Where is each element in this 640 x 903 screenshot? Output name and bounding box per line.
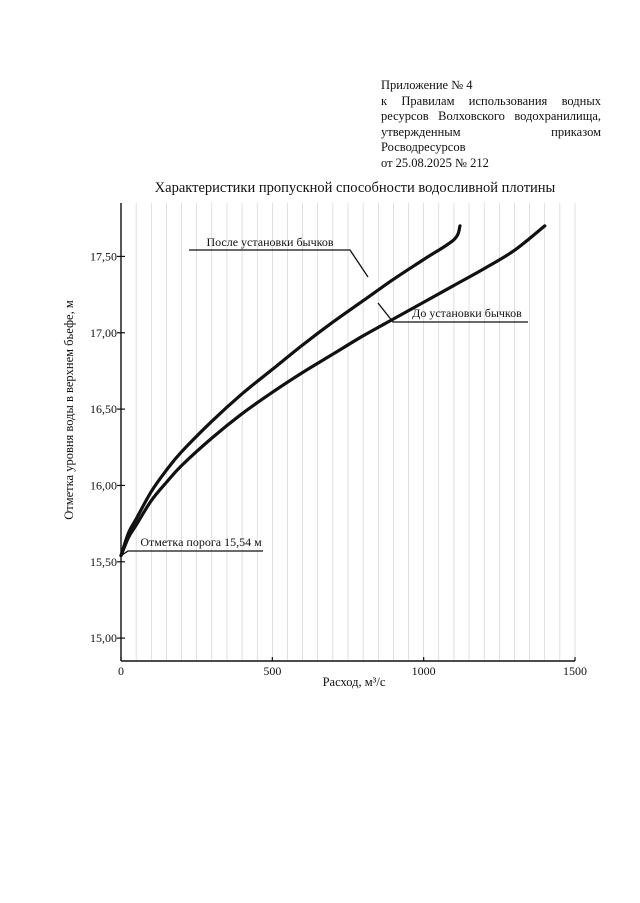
after-piers-leader xyxy=(189,250,368,277)
chart-axes xyxy=(90,203,587,678)
appendix-line: Приложение № 4 xyxy=(381,78,473,92)
y-axis-label: Отметка уровня воды в верхнем бьефе, м xyxy=(62,300,76,520)
x-axis-label: Расход, м³/с xyxy=(322,675,386,689)
x-tick-label: 0 xyxy=(118,664,124,678)
y-tick-label: 16,00 xyxy=(90,478,117,493)
y-tick-label: 15,00 xyxy=(90,631,117,646)
y-tick-label: 16,50 xyxy=(90,402,117,417)
threshold-label: Отметка порога 15,54 м xyxy=(140,535,262,549)
after-piers-label: После установки бычков xyxy=(206,235,334,249)
y-tick-label: 17,50 xyxy=(90,249,117,264)
appendix-line: утвержденным приказом Росводресурсов xyxy=(381,124,601,154)
appendix-line: от 25.08.2025 № 212 xyxy=(381,155,489,170)
threshold-leader xyxy=(121,551,263,556)
y-tick-label: 15,50 xyxy=(90,554,117,569)
appendix-line: ресурсов Волховского водохранилища, xyxy=(381,109,601,123)
chart-title: Характеристики пропускной способности водосливной плотины xyxy=(154,180,556,196)
appendix-line: к Правилам использования водных xyxy=(381,93,601,108)
chart-annotations xyxy=(121,235,528,556)
y-tick-label: 17,00 xyxy=(90,325,117,340)
x-tick-label: 500 xyxy=(263,664,282,678)
before-piers-label: До установки бычков xyxy=(412,306,522,320)
x-tick-label: 1500 xyxy=(563,664,587,678)
after-piers-curve xyxy=(121,226,460,556)
x-tick-label: 1000 xyxy=(411,664,436,678)
